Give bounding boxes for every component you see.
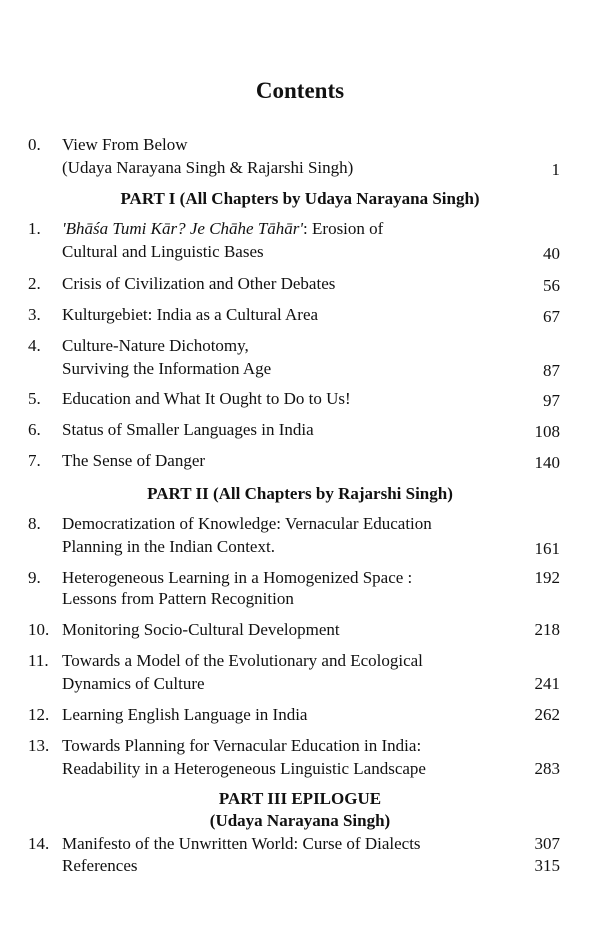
entry-page: 1 [551,160,560,179]
entry-title-line-1: Education and What It Ought to Do to Us! [62,389,351,408]
entry-number: 12. [28,705,50,724]
entry-title-line-2: (Udaya Narayana Singh & Rajarshi Singh) [62,158,354,177]
entry-number: 11. [28,651,49,670]
entry-number: 10. [28,620,50,639]
entry-title-line-1: Heterogeneous Learning in a Homogenized Space : [62,568,413,587]
entry-page: 97 [543,391,560,410]
entry-title-line-2: Planning in the Indian Context. [62,537,275,556]
entry-page: 161 [534,539,560,558]
entry-number: 2. [28,274,41,293]
entry-number: 1. [28,219,41,238]
entry-title-line-1: Learning English Language in India [62,705,308,724]
entry-title-line-1: Towards a Model of the Evolutionary and Ecological [62,651,423,670]
part-heading-3-subtitle: (Udaya Narayana Singh) [209,811,391,830]
entry-title-line-1: Crisis of Civilization and Other Debates [62,274,336,293]
entry-title-line-1: Status of Smaller Languages in India [62,420,314,439]
entry-number: 13. [28,736,50,755]
part-heading-2: PART II (All Chapters by Rajarshi Singh) [147,484,453,503]
entry-page: 283 [534,759,560,778]
entry-title-line-2: Lessons from Pattern Recognition [62,589,294,608]
entry-number: 9. [28,568,41,587]
entry-number: 3. [28,305,41,324]
entry-page: 307 [534,834,560,853]
entry-title-italic: 'Bhāśa Tumi Kār? Je Chāhe Tāhār' [62,219,304,238]
entry-page: 87 [543,361,560,380]
entry-page: 241 [534,674,560,693]
entry-title-line-1: References [62,856,138,875]
entry-page: 218 [534,620,560,639]
entry-page: 192 [534,568,560,587]
entry-page: 108 [534,422,560,441]
entry-page: 56 [543,276,560,295]
entry-title-line-1: Manifesto of the Unwritten World: Curse of Dialects [62,834,421,853]
entry-title-line-2: Surviving the Information Age [62,359,272,378]
entry-title-line-1: Democratization of Knowledge: Vernacular Education [62,514,432,533]
entry-number: 0. [28,135,41,154]
entry-title-line-1: Monitoring Socio-Cultural Development [62,620,340,639]
entry-number: 8. [28,514,41,533]
entry-number: 5. [28,389,41,408]
entry-number: 6. [28,420,41,439]
entry-title-line-1: Towards Planning for Vernacular Education in India: [62,736,422,755]
entry-title-line-1: The Sense of Danger [62,451,206,470]
entry-title-line-1 [62,219,383,239]
part-heading-3: PART III EPILOGUE [218,789,382,808]
entry-page: 140 [534,453,560,472]
entry-page: 315 [534,856,560,875]
entry-title-line-2: Cultural and Linguistic Bases [62,242,264,261]
entry-title-line-2: Dynamics of Culture [62,674,205,693]
entry-title-rest: : Erosion of [303,219,384,238]
entry-title-line-1: Culture-Nature Dichotomy, [62,336,249,355]
entry-title-line-1: View From Below [62,135,188,154]
entry-page: 67 [543,307,560,326]
entry-title-line-1: Kulturgebiet: India as a Cultural Area [62,305,319,324]
entry-page: 262 [534,705,560,724]
entry-page: 40 [543,244,560,263]
entry-title-line-2: Readability in a Heterogeneous Linguistic Landscape [62,759,426,778]
entry-number: 4. [28,336,41,355]
part-heading-1: PART I (All Chapters by Udaya Narayana Singh) [120,189,480,208]
entry-number: 14. [28,834,50,853]
entry-number: 7. [28,451,41,470]
page-title: Contents [255,78,345,103]
